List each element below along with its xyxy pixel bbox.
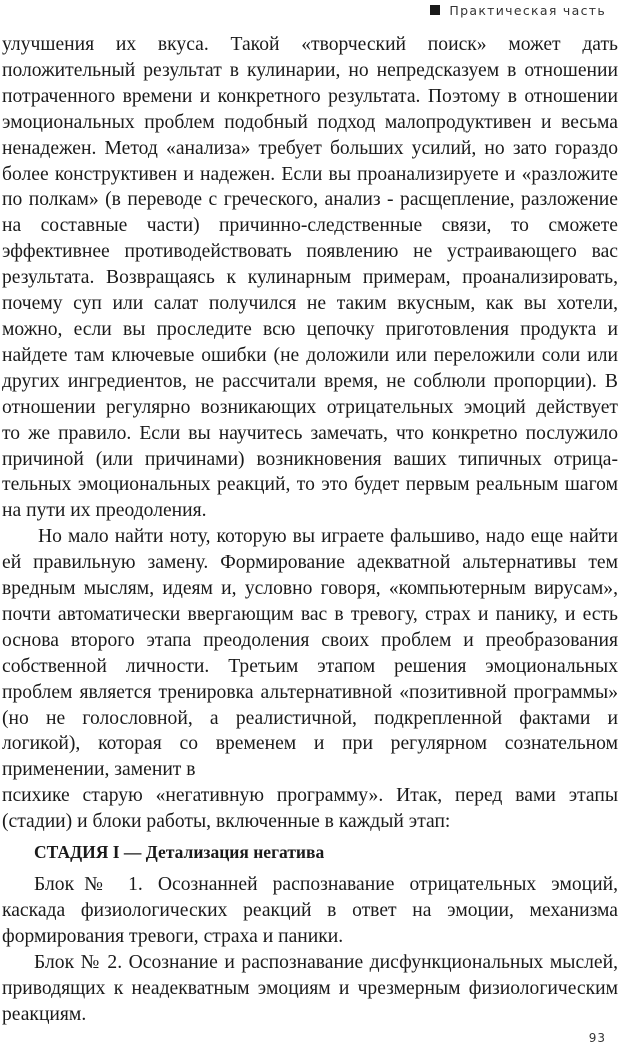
text-line: проблем является тренировка альтернативной «позитивной программы» bbox=[2, 681, 618, 703]
text-line: реакциям. bbox=[2, 1003, 87, 1025]
text-line: улучшения их вкуса. Такой «творческий поиск» может дать bbox=[2, 34, 618, 55]
text-line: тельных эмоциональных реакций, то это будет первым реальным шагом bbox=[2, 474, 618, 496]
text-line: результата. Возвращаясь к кулинарным примерам, проанализировать, bbox=[2, 267, 618, 289]
text-line: можно, если вы проследите всю цепочку приготовления продукта и bbox=[2, 318, 618, 340]
text-line: Блок№ 1. Осознанней распознавание отрицательных эмоций, bbox=[34, 874, 618, 895]
text-line: других ингредиентов, не рассчитали время, не соблюли пропорции). В bbox=[2, 370, 618, 392]
text-line: логикой), которая со временем и при регулярном сознательном bbox=[2, 733, 618, 755]
text-line: Блок № 2. Осознание и распознавание дисфункциональных мыслей, bbox=[34, 951, 618, 973]
text-line: найдете там ключевые ошибки (не доложили или переложили соли или bbox=[2, 344, 618, 366]
page-number: 93 bbox=[588, 1031, 606, 1045]
text-line: эмоциональных проблем подобный подход малопродуктивен и весьма bbox=[2, 111, 618, 133]
page-body bbox=[2, 32, 618, 1027]
text-line: то же правило. Если вы научитесь замечать, что конкретно послужило bbox=[2, 422, 618, 444]
text-line: вредным мыслям, идеям и, условно говоря, «компьютерным вирусам», bbox=[2, 578, 618, 600]
text-line: отношении регулярно возникающих отрицательных эмоций действует bbox=[2, 396, 618, 418]
text-line: каскада физиологических реакций в ответ на эмоции, механизма bbox=[2, 899, 618, 921]
text-line: собственной личности. Третьим этапом решения эмоциональных bbox=[2, 655, 618, 677]
text-line: основа второго этапа преодоления своих проблем и преобразования bbox=[2, 629, 618, 651]
text-line: эффективнее противодействовать появлению не устраивающего вас bbox=[2, 241, 618, 263]
text-line: приводящих к неадекватным эмоциям и чрезмерным физиологическим bbox=[2, 977, 618, 999]
text-line: почему суп или салат получился не таким вкусным, как вы хотели, bbox=[2, 293, 618, 315]
text-line: потраченного времени и конкретного результата. Поэтому в отношении bbox=[2, 85, 618, 107]
text-line: (стадии) и блоки работы, включенные в каждый этап: bbox=[2, 811, 451, 833]
text-line: Но мало найти ноту, которую вы играете фальшиво, надо еще найти bbox=[38, 526, 618, 548]
text-line: на составные части) причинно-следственные связи, то сможете bbox=[2, 215, 618, 237]
text-line: (но не голословной, а реалистичной, подкрепленной фактами и bbox=[2, 707, 618, 729]
text-line: положительный результат в кулинарии, но непредсказуем в отношении bbox=[2, 59, 618, 81]
section-title: Практическая часть bbox=[449, 2, 606, 18]
text-line: на пути их преодоления. bbox=[2, 500, 207, 522]
text-line: более конструктивен и надежен. Если вы проанализируете и «разложите bbox=[2, 163, 618, 185]
text-line: применении, заменит в bbox=[2, 759, 196, 781]
running-header bbox=[430, 1, 606, 19]
text-line: причиной (или причинами) возникновения ваших типичных отрица- bbox=[2, 448, 618, 470]
text-line: почти автоматически ввергающим вас в тревогу, страх и панику, и есть bbox=[2, 603, 618, 625]
header-square-marker bbox=[430, 5, 440, 15]
text-line: по полкам» (в переводе с греческого, анализ - расщепление, разложение bbox=[2, 189, 618, 211]
stage-heading: СТАДИЯ I — Детализация негатива bbox=[34, 842, 325, 863]
text-line: ей правильную замену. Формирование адекватной альтернативы тем bbox=[2, 552, 618, 574]
text-line: психике старую «негативную программу». Итак, перед вами этапы bbox=[2, 785, 618, 807]
text-line: ненадежен. Метод «анализа» требует больших усилий, но зато гораздо bbox=[2, 137, 618, 159]
text-line: формирования тревоги, страха и паники. bbox=[2, 925, 344, 947]
